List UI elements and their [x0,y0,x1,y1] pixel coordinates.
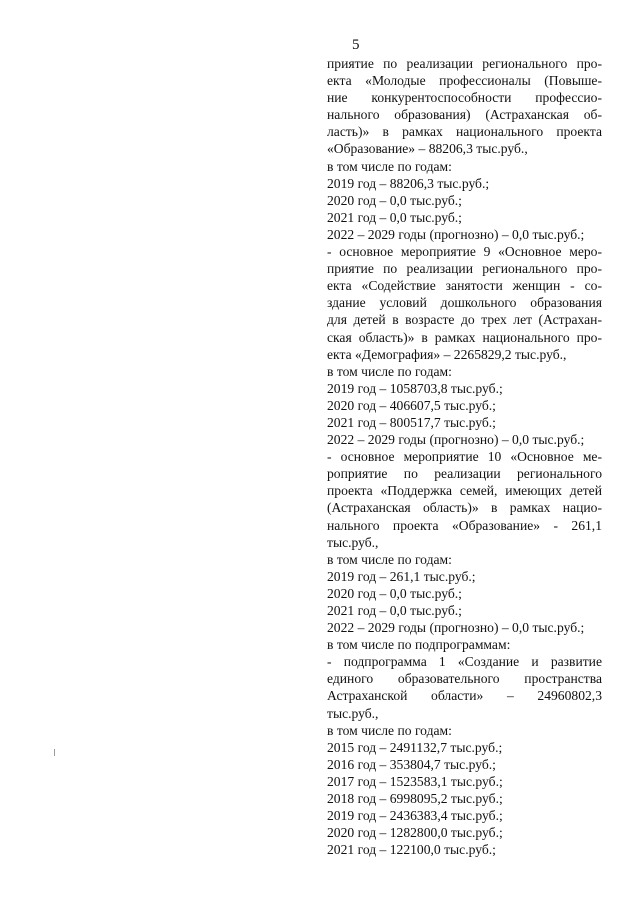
document-text-column [327,55,602,858]
margin-mark [54,749,55,756]
text-line: «Образование» – 88206,3 тыс.руб., [327,141,528,157]
text-line: в том числе по годам: [327,363,452,379]
text-line: ние конкурентоспособности профессио- [327,90,602,106]
text-line: 2016 год – 353804,7 тыс.руб.; [327,756,496,772]
text-line: 2020 год – 406607,5 тыс.руб.; [327,397,496,413]
text-line: 2018 год – 6998095,2 тыс.руб.; [327,791,503,807]
text-line: 2022 – 2029 годы (прогнозно) – 0,0 тыс.руб.; [327,620,585,636]
text-line: 2021 год – 122100,0 тыс.руб.; [327,842,496,858]
text-line: в том числе по подпрограммам: [327,637,511,653]
text-line: 2019 год – 88206,3 тыс.руб.; [327,175,490,191]
text-line: 2015 год – 2491132,7 тыс.руб.; [327,739,503,755]
text-line: 2022 – 2029 годы (прогнозно) – 0,0 тыс.руб.; [327,226,585,242]
text-line: нального образования) (Астраханская об- [327,107,602,123]
text-line: приятие по реализации регионального про- [327,56,602,71]
text-line: роприятие по реализации регионального [327,466,602,482]
text-line: (Астраханская область)» в рамках нацио- [327,500,602,516]
text-line: - основное мероприятие 10 «Основное ме- [327,449,602,465]
text-line: 2019 год – 261,1 тыс.руб.; [327,568,476,584]
text-line: 2020 год – 0,0 тыс.руб.; [327,192,462,208]
text-line: ская область)» в рамках национального про- [327,329,602,345]
text-line: нального проекта «Образование» - 261,1 [327,517,602,533]
text-line: для детей в возрасте до трех лет (Астрахан- [327,312,602,328]
text-line: здание условий дошкольного образования [327,295,602,311]
page-number: 5 [352,37,360,53]
text-line: 2017 год – 1523583,1 тыс.руб.; [327,773,503,789]
text-line: 2021 год – 800517,7 тыс.руб.; [327,414,496,430]
text-line: 2020 год – 1282800,0 тыс.руб.; [327,825,503,841]
text-line: екта «Демография» – 2265829,2 тыс.руб., [327,346,567,362]
text-line: екта «Молодые профессионалы (Повыше- [327,73,602,89]
text-line: - основное мероприятие 9 «Основное меро- [327,244,602,260]
text-line: проекта «Поддержка семей, имеющих детей [327,483,602,499]
text-line: - подпрограмма 1 «Создание и развитие [327,654,602,670]
text-line: 2022 – 2029 годы (прогнозно) – 0,0 тыс.руб.; [327,432,585,448]
text-line: 2021 год – 0,0 тыс.руб.; [327,209,462,225]
text-line: в том числе по годам: [327,551,452,567]
text-line: тыс.руб., [327,705,379,721]
text-line: Астраханской области» – 24960802,3 [327,688,602,704]
text-line: ласть)» в рамках национального проекта [327,124,602,140]
text-line: екта «Содействие занятости женщин - со- [327,278,602,294]
text-line: 2020 год – 0,0 тыс.руб.; [327,585,462,601]
text-line: единого образовательного пространства [327,671,602,687]
text-line: 2019 год – 2436383,4 тыс.руб.; [327,808,503,824]
text-line: тыс.руб., [327,534,379,550]
text-line: в том числе по годам: [327,722,452,738]
text-line: в том числе по годам: [327,158,452,174]
text-line: 2021 год – 0,0 тыс.руб.; [327,603,462,618]
text-line: приятие по реализации регионального про- [327,261,602,277]
text-line: 2019 год – 1058703,8 тыс.руб.; [327,380,503,396]
